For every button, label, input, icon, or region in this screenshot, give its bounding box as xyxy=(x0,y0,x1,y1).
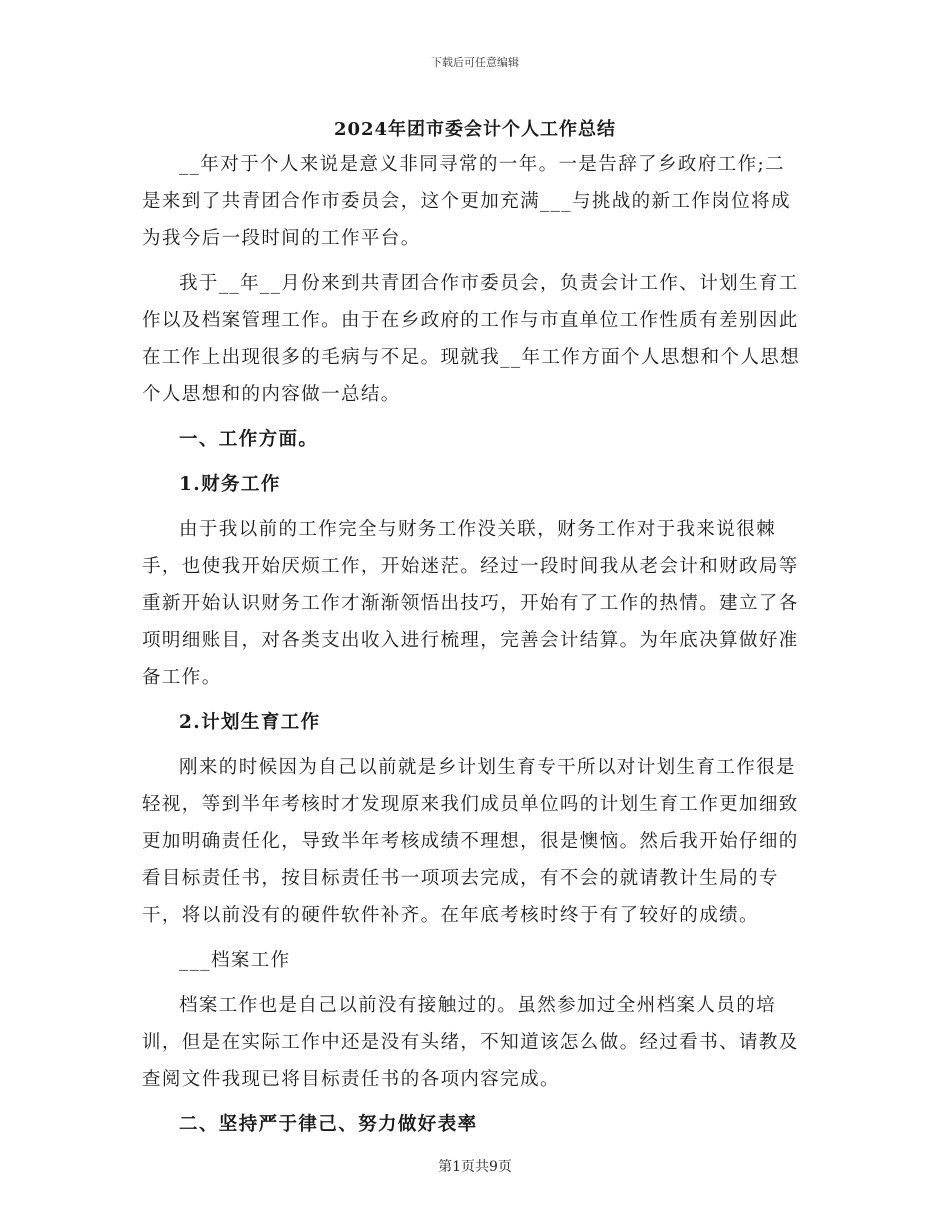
paragraph-archives: 档案工作也是自己以前没有接触过的。虽然参加过全州档案人员的培训，但是在实际工作中还是没有头绪，不知道该怎么做。经过看书、请教及查阅文件我现已将目标责任书的各项内容完成。 xyxy=(142,995,799,1090)
paragraph-family-planning: 刚来的时候因为自己以前就是乡计划生育专干所以对计划生育工作很是轻视，等到半年考核时才发现原来我们成员单位吗的计划生育工作更加细致更加明确责任化，导致半年考核成绩不理想，很是懊恼。然后我开始仔细的看目标责任书，按目标责任书一项项去完成，有不会的就请教计生局的专干，将以前没有的硬件软件补齐。在年底考核时终于有了较好的成绩。 xyxy=(142,757,799,926)
section-heading-work: 一、工作方面。 xyxy=(179,429,319,450)
section-heading-discipline: 二、坚持严于律己、努力做好表率 xyxy=(179,1114,478,1135)
subheading-family-planning: 2.计划生育工作 xyxy=(179,712,321,733)
header-note: 下载后可任意编辑 xyxy=(431,56,519,69)
page-number: 第1页共9页 xyxy=(438,1159,512,1175)
subheading-finance: 1.财务工作 xyxy=(179,474,281,495)
paragraph-arrival: 我于__年__月份来到共青团合作市委员会，负责会计工作、计划生育工作以及档案管理工作。由于在乡政府的工作与市直单位工作性质有差别因此在工作上出现很多的毛病与不足。现就我__年工作方面个人思想和个人思想个人思想和的内容做一总结。 xyxy=(142,273,801,405)
document-body xyxy=(142,146,802,1143)
subheading-archives: ___档案工作 xyxy=(179,950,291,971)
paragraph-finance: 由于我以前的工作完全与财务工作没关联，财务工作对于我来说很棘手，也使我开始厌烦工作，开始迷茫。经过一段时间我从老会计和财政局等重新开始认识财务工作才渐渐领悟出技巧，开始有了工作的热情。建立了各项明细账目，对各类支出收入进行梳理，完善会计结算。为年底决算做好准备工作。 xyxy=(142,519,799,688)
document-title: 2024年团市委会计个人工作总结 xyxy=(333,119,617,140)
paragraph-intro: __年对于个人来说是意义非同寻常的一年。一是告辞了乡政府工作;二是来到了共青团合作市委员会，这个更加充满___与挑战的新工作岗位将成为我今后一段时间的工作平台。 xyxy=(142,154,791,249)
